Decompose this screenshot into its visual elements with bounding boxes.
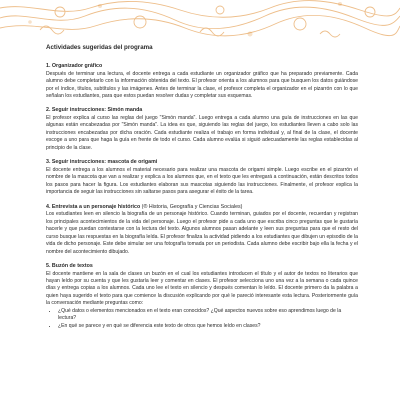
section-entrevista-personaje	[46, 204, 358, 256]
section-heading-text: 2. Seguir instrucciones: Simón manda	[46, 107, 143, 114]
list-item: • ¿Qué datos o elementos mencionados en el texto eran conocidos? ¿Qué aspectos nuevos sobre eso aprendimos luego de la lectura?	[58, 308, 358, 323]
decorative-header-pattern	[0, 0, 400, 42]
section-simon-manda	[46, 107, 358, 152]
section-buzon-textos	[46, 263, 358, 330]
section-body: Los estudiantes leen en silencio la biografía de un personaje histórico. Cuando terminan, guiados por el docente, recuerdan y registran los principales acontecimientos de la vida del personaje. Luego el profesor pide a cada uno que escriba cinco preguntas que le gustaría hacerle y que puedan contestarse con la lectura del texto. Algunos alumnos pasan adelante y leen sus preguntas para que el resto del curso busque las respuestas en la biografía leída. El profesor finaliza la actividad pidiendo a los estudiantes que dibujen un episodio de la vida de dicho personaje. Este debe simular ser una fotografía tomada por un periodista. Cada alumno debe escribir bajo ella la fecha y el nombre del acontecimiento dibujado.	[46, 211, 358, 255]
section-mascota-origami	[46, 159, 358, 196]
section-heading-text: 5. Buzón de textos	[46, 262, 93, 269]
section-organizador-grafico	[46, 63, 358, 100]
list-item: • ¿En qué se parece y en qué se diferencia este texto de otros que hemos leído en clases?	[58, 323, 358, 330]
question-list	[46, 308, 358, 330]
document-content	[46, 44, 358, 337]
section-heading-text: 1. Organizador gráfico	[46, 63, 103, 69]
section-body: El docente entrega a los alumnos el material necesario para realizar una mascota de origami simple. Luego escribe en el pizarrón el nombre de la mascota que van a realizar y explica a los alumnos que, en el texto que les entregará a continuación, están descritos todos los pasos para hacer la figura. Los estudiantes elaboran sus mascotas siguiendo las instrucciones. Finalmente, el profesor explica la importancia de seguir las instrucciones sin saltarse pasos para asegurar el éxito de la tarea.	[46, 166, 358, 196]
section-heading-text: 4. Entrevista a un personaje histórico	[46, 203, 141, 210]
section-heading	[46, 63, 358, 71]
document-title: Actividades sugeridas del programa	[46, 44, 153, 51]
section-body: El profesor explica al curso las reglas del juego "Simón manda". Luego entrega a cada alumno una guía de instrucciones en las que algunas están encabezadas por "Simón manda". La idea es que, siguiendo las reglas del juego, los estudiantes lleven a cabo solo las instrucciones encabezadas por dicha oración. Cada estudiante realiza el trabajo en forma individual y, al final de la clase, el docente escoge a uno para que haga la guía en frente de todo el curso. Cada alumno evalúa si siguió adecuadamente las reglas establecidas al principio de la clase.	[46, 115, 358, 151]
section-body: El docente mantiene en la sala de clases un buzón en el cual los estudiantes introducen el título y el autor de textos no literarios que hayan leído por su cuenta y que les gustaría leer y comentar en clases. El profesor selecciona uno una vez a la semana o cada quince días y entrega copias a los alumnos. Cada uno lee el texto en silencio y después comentan lo leído. El docente primero da la palabra a quien haya sugerido el texto para que comience la discusión explicando por qué le pareció interesante esta lectura. Posteriormente guía la conversación mediante preguntas como:	[46, 270, 358, 307]
section-heading	[46, 204, 358, 212]
section-body: Después de terminar una lectura, el docente entrega a cada estudiante un organizador gráfico que ha preparado previamente. Cada alumno debe completarlo con la información obtenida del texto. El profesor orienta a los alumnos para que busquen los datos guiándose por el índice, títulos, subtítulos y las imágenes. Antes de terminar la clase, el profesor completa el organizador en el pizarrón con lo que señalan los estudiantes, para que estos puedan resolver dudas y completar sus esquemas.	[46, 70, 358, 99]
section-heading	[46, 107, 358, 115]
section-subtitle: (® Historia, Geografía y Ciencias Sociales)	[140, 203, 243, 210]
section-heading	[46, 263, 358, 271]
section-heading	[46, 159, 358, 167]
section-heading-text: 3. Seguir instrucciones: mascota de origami	[46, 159, 158, 166]
